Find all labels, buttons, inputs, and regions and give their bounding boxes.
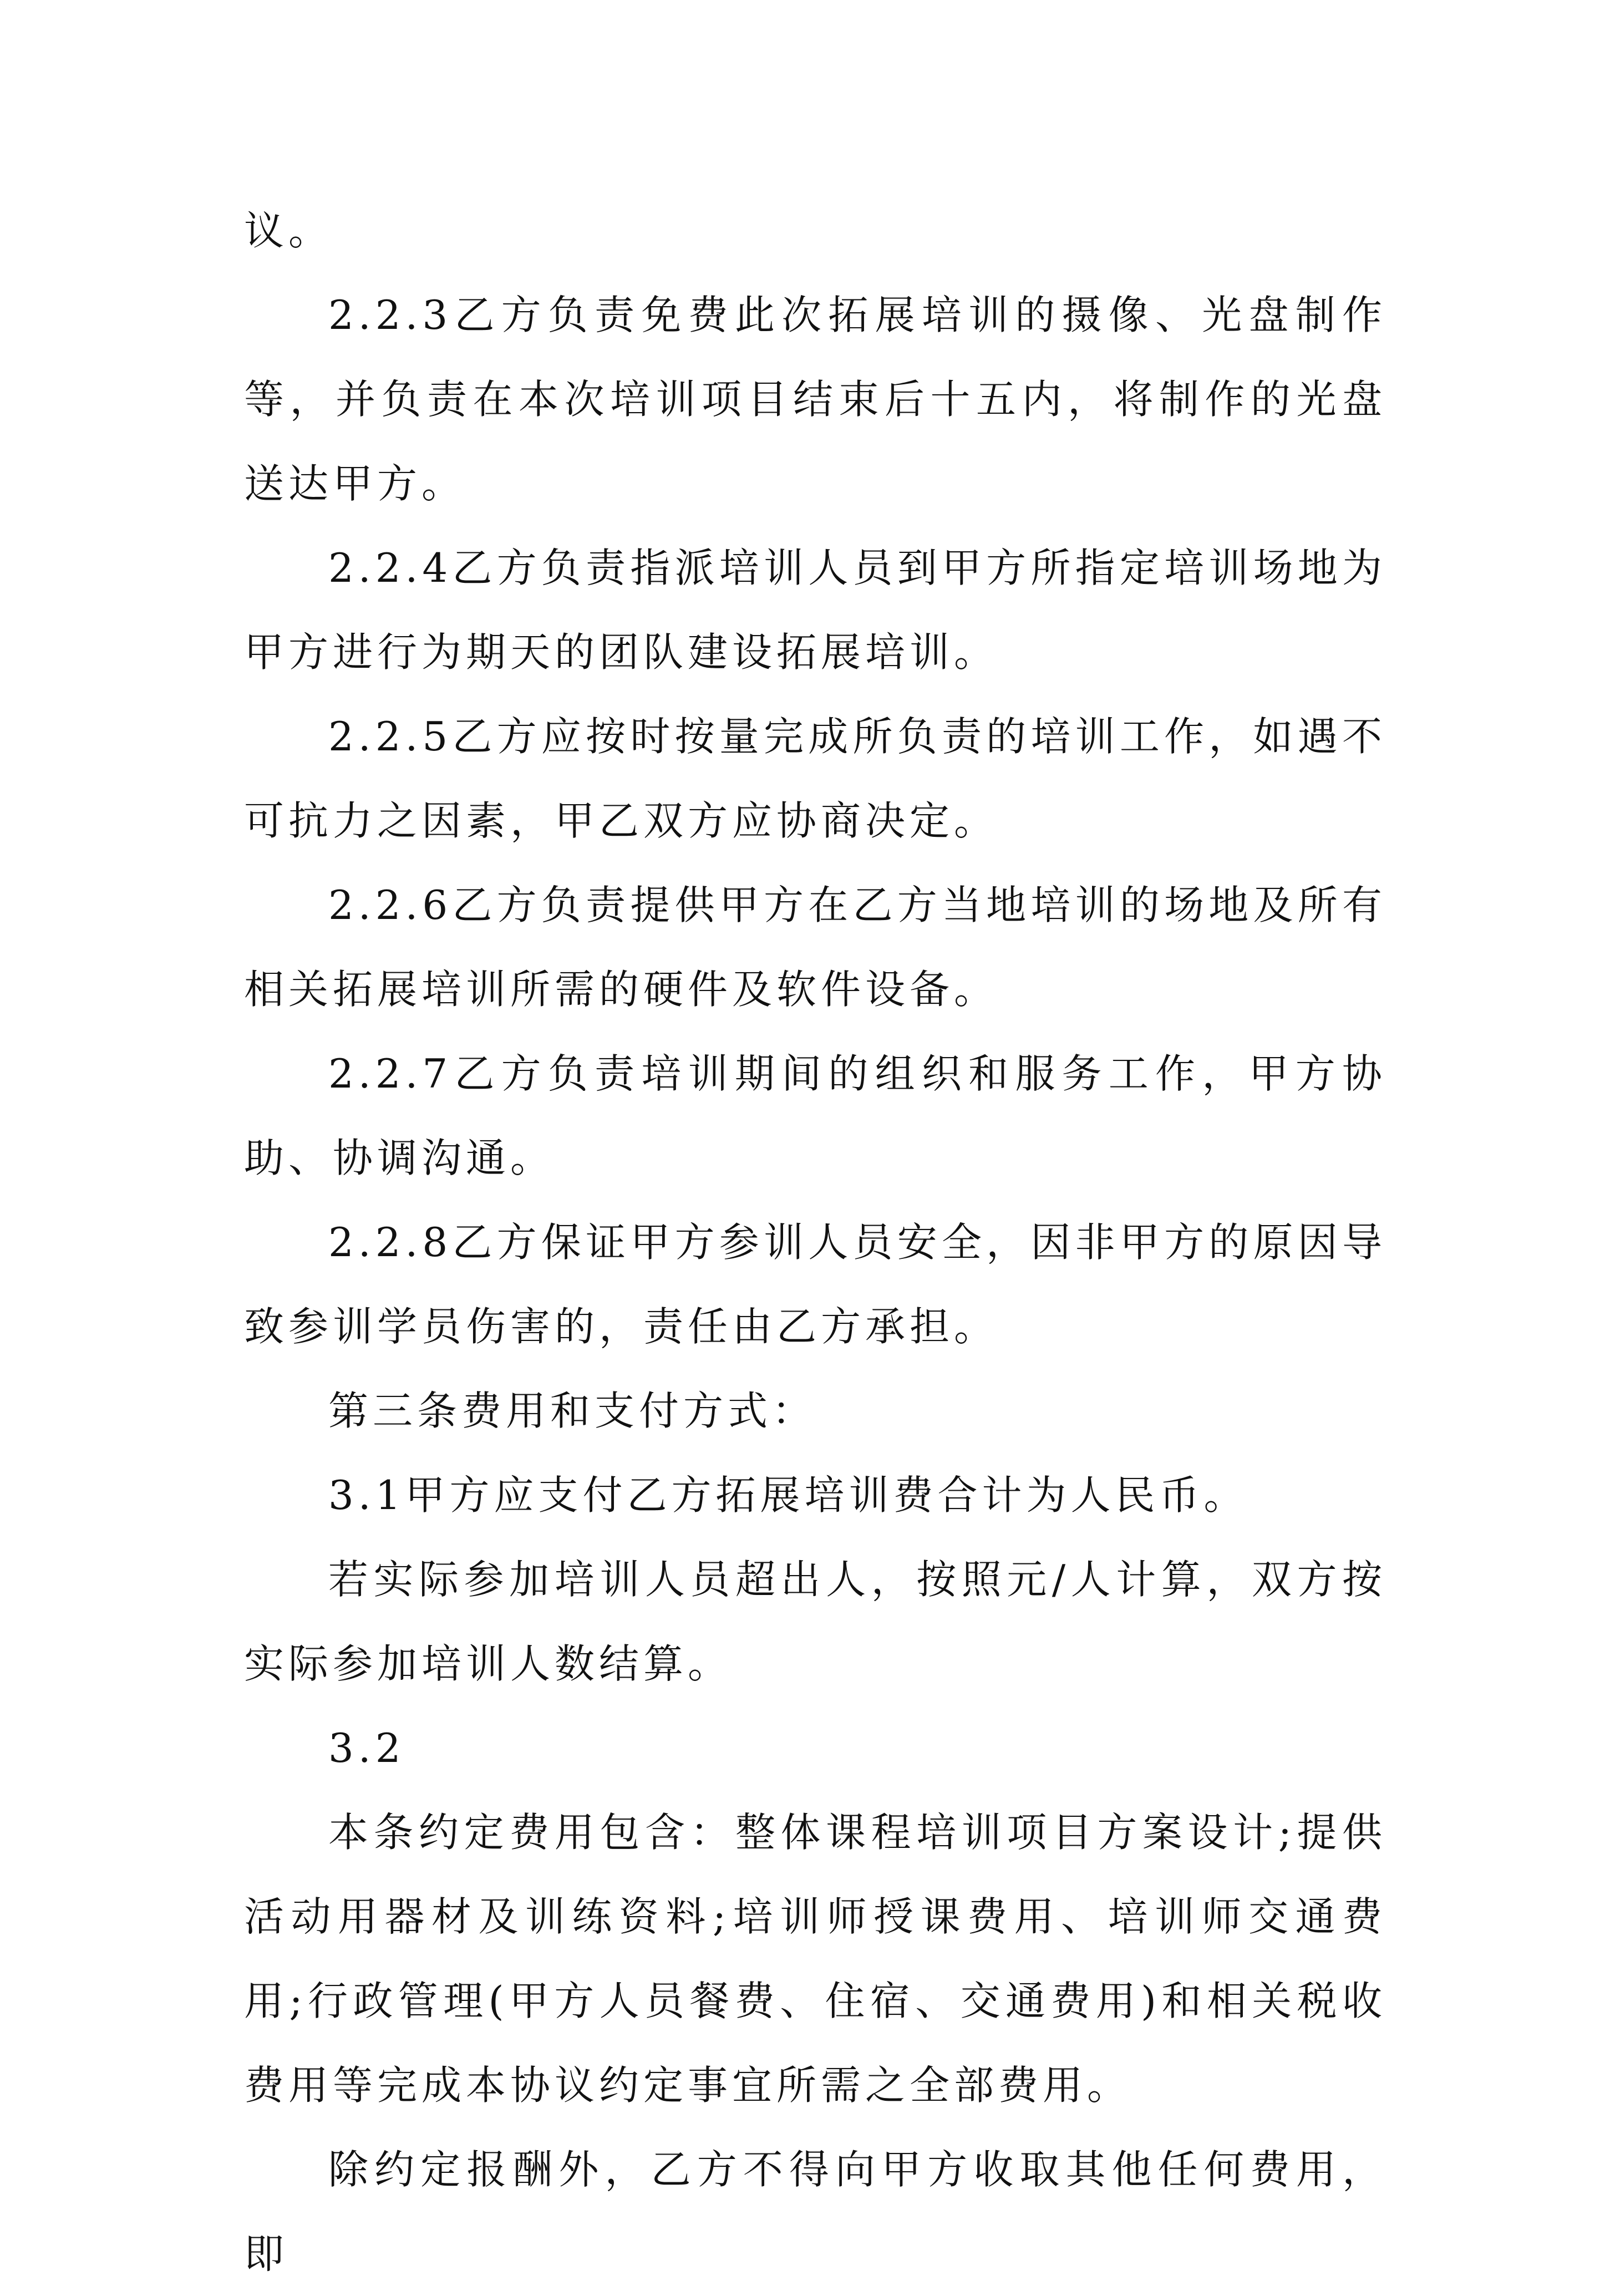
- paragraph-clause-2-2-5: 2.2.5乙方应按时按量完成所负责的培训工作，如遇不可抗力之因素，甲乙双方应协商决定。: [244, 713, 1386, 844]
- paragraph-fee-inclusions: 本条约定费用包含：整体课程培训项目方案设计;提供活动用器材及训练资料;培训师授课费用、培训师交通费用;行政管理(甲方人员餐费、住宿、交通费用)和相关税收费用等完成本协议约定事宜所需之全部费用。: [244, 1809, 1386, 2109]
- paragraph-no-extra-fees: 除约定报酬外，乙方不得向甲方收取其他任何费用，即: [244, 2146, 1386, 2277]
- paragraph-clause-2-2-4: 2.2.4乙方负责指派培训人员到甲方所指定培训场地为甲方进行为期天的团队建设拓展培训。: [244, 545, 1386, 675]
- paragraph-clause-2-2-3: 2.2.3乙方负责免费此次拓展培训的摄像、光盘制作等，并负责在本次培训项目结束后十五内，将制作的光盘送达甲方。: [244, 292, 1386, 507]
- paragraph-clause-2-2-6: 2.2.6乙方负责提供甲方在乙方当地培训的场地及所有相关拓展培训所需的硬件及软件设备。: [244, 882, 1386, 1013]
- paragraph-clause-3-2: 3.2: [328, 1725, 405, 1771]
- paragraph-continuation: 议。: [244, 207, 333, 254]
- document-body: [244, 189, 1386, 2296]
- paragraph-clause-2-2-7: 2.2.7乙方负责培训期间的组织和服务工作，甲方协助、协调沟通。: [244, 1050, 1386, 1181]
- paragraph-clause-2-2-8: 2.2.8乙方保证甲方参训人员安全，因非甲方的原因导致参训学员伤害的，责任由乙方承担。: [244, 1219, 1386, 1350]
- paragraph-clause-3-1: 3.1甲方应支付乙方拓展培训费合计为人民币。: [328, 1472, 1248, 1518]
- paragraph-extra-participants: 若实际参加培训人员超出人，按照元/人计算，双方按实际参加培训人数结算。: [244, 1556, 1386, 1687]
- section-heading-article-3: 第三条费用和支付方式：: [328, 1388, 817, 1434]
